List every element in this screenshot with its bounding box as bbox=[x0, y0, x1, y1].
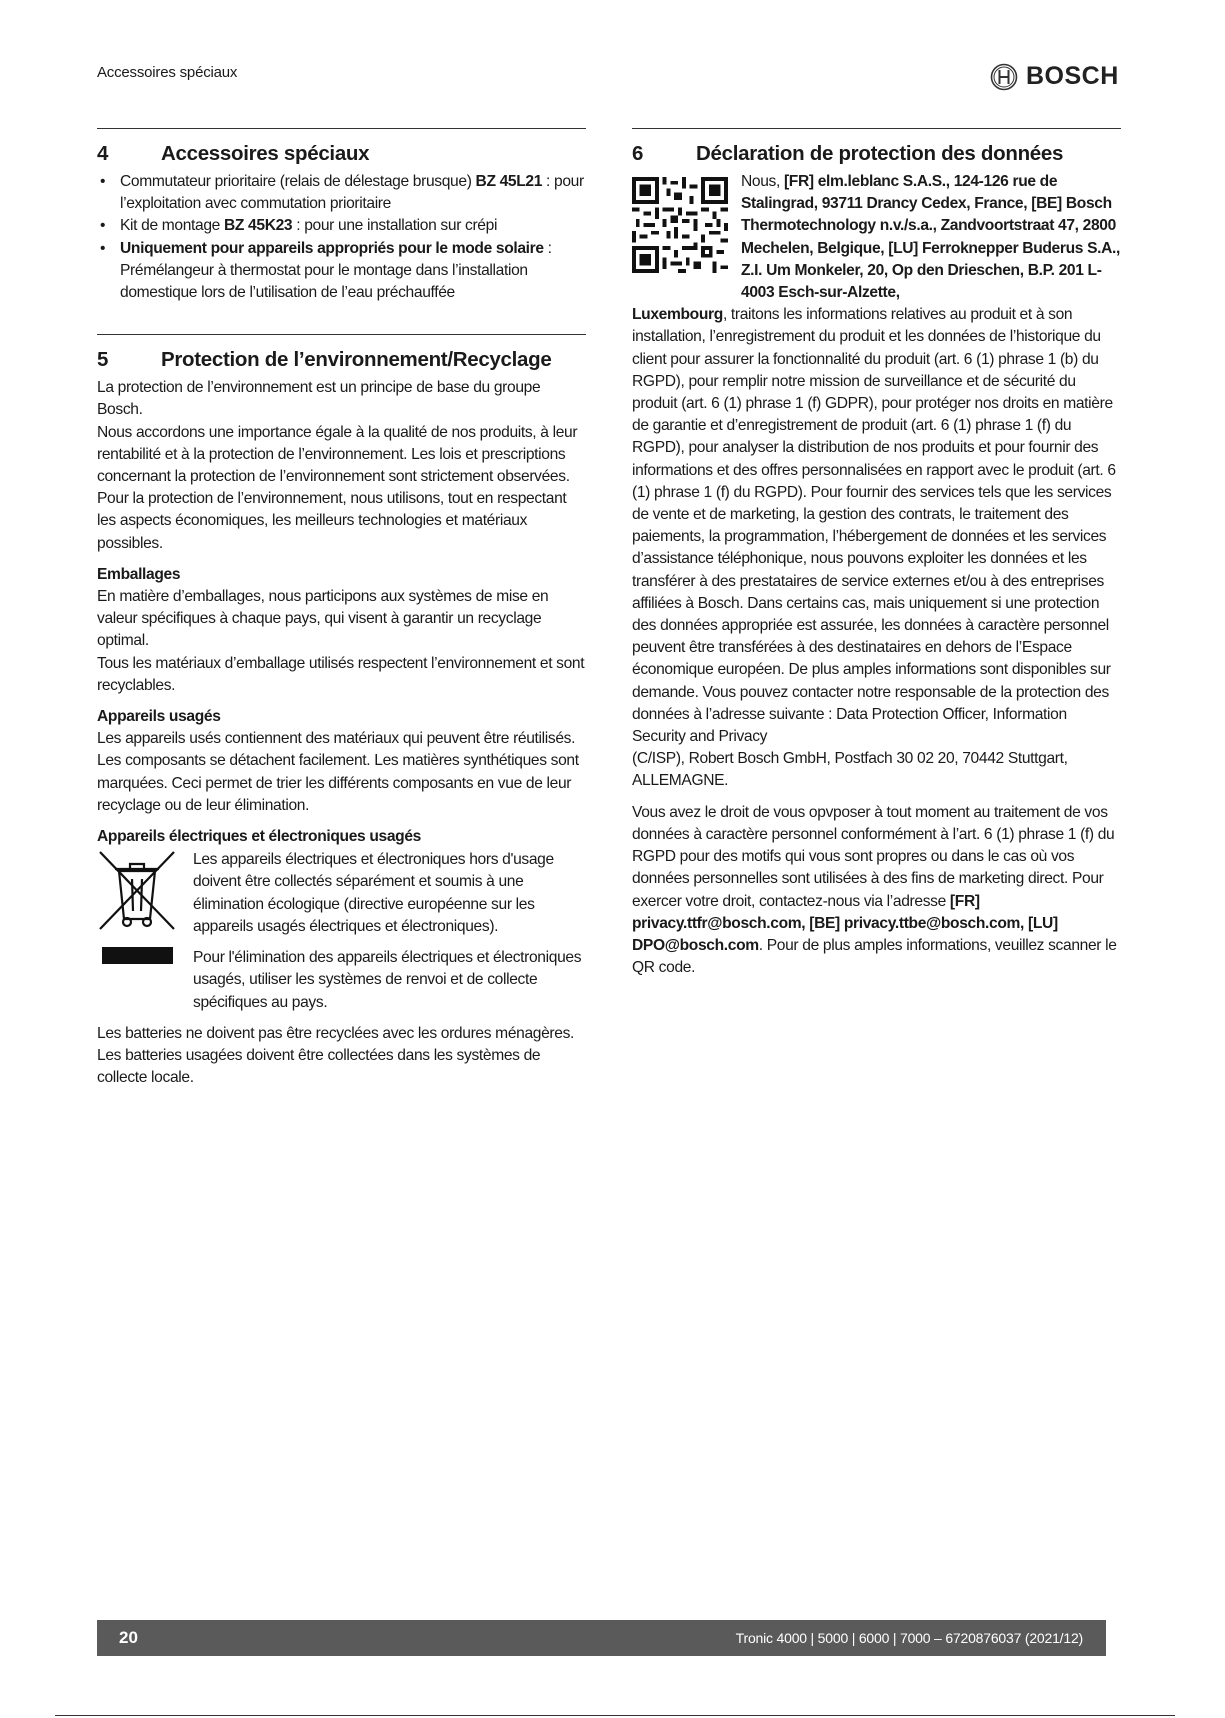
qr-code-icon[interactable] bbox=[632, 171, 741, 304]
left-column bbox=[97, 128, 586, 1089]
bosch-armature-icon bbox=[990, 63, 1018, 91]
section-title: Protection de l’environnement/Recyclage bbox=[161, 348, 552, 372]
dpo-address: (C/ISP), Robert Bosch GmbH, Postfach 30 02 20, 70442 Stuttgart, ALLEMAGNE. bbox=[632, 750, 1068, 790]
crossed-bin-icon bbox=[97, 849, 193, 1013]
bottom-divider bbox=[55, 1715, 1175, 1716]
page-footer bbox=[97, 1620, 1106, 1656]
section-number: 5 bbox=[97, 348, 109, 372]
paragraph: Tous les matériaux d’emballage utilisés respectent l’environnement et sont recyclables. bbox=[97, 654, 585, 694]
paragraph: Pour l'élimination des appareils électriques et électroniques usagés, utiliser les systèmes de renvoi et de collecte spécifiques au pays. bbox=[193, 949, 582, 1011]
item-text: Kit de montage bbox=[120, 217, 224, 235]
paragraph: Les composants se détachent facilement. Les matières synthétiques sont marquées. Ceci permet de trier les différents composants en vue de leur recyclage ou de leur élimination. bbox=[97, 752, 579, 814]
item-text: : pour une installation sur crépi bbox=[292, 217, 498, 235]
list-item bbox=[97, 238, 586, 305]
section-number: 6 bbox=[632, 142, 644, 165]
paragraph: Les appareils usés contiennent des matériaux qui peuvent être réutilisés. bbox=[97, 730, 576, 748]
paragraph bbox=[632, 802, 1121, 980]
running-title: Accessoires spéciaux bbox=[97, 64, 238, 81]
list-item bbox=[97, 171, 586, 215]
privacy-emails[interactable]: [FR] privacy.ttfr@bosch.com, [BE] privacy.ttbe@bosch.com, [LU] DPO@bosch.com bbox=[632, 892, 1058, 954]
item-emphasis: Uniquement pour appareils appropriés pour le mode solaire bbox=[120, 239, 544, 257]
item-text: : Prémélangeur à thermostat pour le montage dans l’installation domestique lors de l’utilisation de l’eau préchauffée bbox=[120, 239, 552, 302]
accessories-list bbox=[97, 171, 586, 304]
section-number: 4 bbox=[97, 142, 109, 165]
subheading: Appareils usagés bbox=[97, 708, 221, 726]
subheading: Appareils électriques et électroniques usagés bbox=[97, 828, 421, 846]
paragraph: Les batteries ne doivent pas être recyclées avec les ordures ménagères. Les batteries usagées doivent être collectées dans les systèmes de collecte locale. bbox=[97, 1024, 575, 1087]
processing-text: , traitons les informations relatives au produit et à son installation, l’enregistrement du produit et les données de l’historique du client pour assurer la fonctionnalité du produit (art. 6 (1) phrase 1 (b) du RGPD), pour remplir notre mission de surveillance et de sécurité du produit (art. 6 (1) phrase 1 (f) GDPR), pour protéger nos droits en matière de garantie et d’enregistrement de produit (art. 6 (1) phrase 1 (f) du RGPD), pour analyser la distribution de nos produits et pour fournir des informations et des offres personnalisées en rapport avec le produit (art. 6 (1) phrase 1 (f) du RGPD). Pour fournir des services tels que les services de vente et de marketing, la gestion des contrats, le traitement des paiements, la programmation, l’hébergement de données et les services d’assistance téléphonique, nous pouvons exploiter les données et les transférer à des prestataires de service externes et/ou à des entreprises affiliées à Bosch. Dans certains cas, mais uniquement si une protection des données appropriée est assurée, les données à caractère personnel peuvent être transférées à des destinataires en dehors de l’Espace économique européen. De plus amples informations sont disponibles sur demande. Vous pouvez contacter notre responsable de la protection des données à l’adresse suivante : Data Protection Officer, Information Security and Privacy bbox=[632, 306, 1116, 746]
paragraph: Pour la protection de l’environnement, nous utilisons, tout en respectant les aspects économiques, les meilleurs technologies et matériaux possibles. bbox=[97, 490, 567, 552]
paragraph bbox=[632, 304, 1121, 748]
list-item bbox=[97, 215, 586, 237]
country-name: Luxembourg bbox=[632, 306, 723, 324]
qr-intro bbox=[632, 171, 1121, 304]
paragraph: La protection de l’environnement est un principe de base du groupe Bosch. bbox=[97, 379, 541, 419]
paragraph: Nous accordons une importance égale à la qualité de nos produits, à leur rentabilité et à la protection de l’environnement. Les lois et prescriptions concernant la protection de l’environnement sont strictement observées. bbox=[97, 423, 578, 486]
item-text: Commutateur prioritaire (relais de délestage brusque) bbox=[120, 173, 476, 190]
section-title: Accessoires spéciaux bbox=[161, 142, 370, 165]
objection-end: . Pour de plus amples informations, veuillez scanner le QR code. bbox=[632, 936, 1117, 977]
section-5-heading bbox=[97, 335, 586, 377]
section-title: Déclaration de protection des données bbox=[696, 142, 1064, 165]
brand-name: BOSCH bbox=[1026, 62, 1119, 90]
subheading: Emballages bbox=[97, 565, 181, 583]
weee-block bbox=[97, 849, 586, 1013]
intro-text: Nous, bbox=[741, 173, 784, 190]
section-6-heading bbox=[632, 129, 1121, 171]
item-code: BZ 45L21 bbox=[475, 173, 543, 190]
brand-logo bbox=[990, 62, 1119, 91]
controller-list: [FR] elm.leblanc S.A.S., 124-126 rue de Stalingrad, 93711 Drancy Cedex, France, [BE] Bosch Thermotechnology n.v./s.a., Zandvoortstraat 47, 2800 Mechelen, Belgique, [LU] Ferroknepper Buderus S.A., Z.I. Um Monkeler, 20, Op den Drieschen, B.P. 201 L-4003 Esch-sur-Alzette, bbox=[741, 173, 1120, 302]
section-4-heading bbox=[97, 129, 586, 171]
document-reference: Tronic 4000 | 5000 | 6000 | 7000 – 6720876037 (2021/12) bbox=[735, 1630, 1083, 1646]
item-code: BZ 45K23 bbox=[223, 217, 293, 235]
paragraph: Les appareils électriques et électroniques hors d'usage doivent être collectés séparément et soumis à une élimination écologique (directive européenne sur les appareils usagés électriques et électroniques). bbox=[193, 851, 554, 935]
objection-text: Vous avez le droit de vous opvposer à tout moment au traitement de vos données à caractère personnel conformément à l’art. 6 (1) phrase 1 (f) du RGPD pour des motifs qui vous sont propres ou dans le cas où vos données personnelles sont utilisées à des fins de marketing direct. Pour exercer votre droit, contactez-nous via l’adresse bbox=[632, 803, 1115, 910]
page-number: 20 bbox=[119, 1628, 138, 1647]
paragraph: En matière d’emballages, nous participons aux systèmes de mise en valeur spécifiques à chaque pays, qui visent à garantir un recyclage optimal. bbox=[97, 588, 549, 650]
right-column bbox=[632, 128, 1121, 979]
item-text: : pour l’exploitation avec commutation prioritaire bbox=[120, 173, 584, 213]
